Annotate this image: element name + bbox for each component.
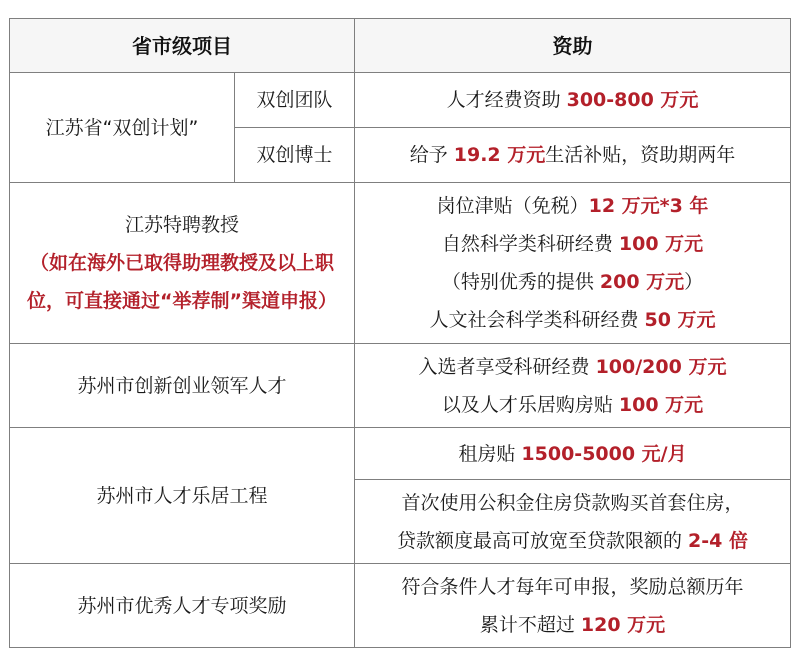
professor-label-cell: [10, 183, 355, 344]
line-prefix: 以及人才乐居购房贴: [441, 393, 619, 416]
award-value: 120 万元: [580, 613, 666, 636]
line-prefix: 岗位津贴（免税）: [436, 195, 589, 217]
leader-line: [359, 348, 786, 386]
header-funding: 资助: [355, 19, 791, 73]
team-funding-prefix: 人才经费资助: [446, 89, 567, 111]
housing-rent: [355, 428, 791, 480]
table-row: [10, 428, 791, 480]
team-funding-value: 300-800 万元: [566, 89, 699, 111]
rent-prefix: 租房贴: [458, 442, 522, 465]
housing-loan: [355, 480, 791, 564]
professor-line: [359, 225, 786, 263]
phd-funding-prefix: 给予: [409, 144, 454, 166]
line-prefix: （特别优秀的提供: [441, 271, 600, 293]
phd-funding-value: 19.2 万元: [453, 144, 546, 166]
header-project: 省市级项目: [10, 19, 355, 73]
award-line-1: 符合条件人才每年可申报，奖励总额历年: [401, 575, 744, 598]
table-row: [10, 344, 791, 428]
line-prefix: 自然科学类科研经费: [441, 233, 619, 255]
loan-prefix: 贷款额度最高可放宽至贷款限额的: [397, 529, 689, 552]
loan-value: 2-4 倍: [688, 529, 748, 552]
leader-label: 苏州市创新创业领军人才: [10, 344, 355, 428]
professor-label: 江苏特聘教授: [124, 214, 239, 236]
table-row: [10, 564, 791, 648]
line-prefix: 入选者享受科研经费: [418, 355, 596, 378]
header-row: [10, 19, 791, 73]
professor-line: [359, 187, 786, 225]
team-label: 双创团队: [235, 73, 355, 128]
rent-value: 1500-5000 元/月: [521, 442, 687, 465]
professor-line: [359, 263, 786, 301]
professor-line: [359, 301, 786, 339]
leader-funding: [355, 344, 791, 428]
loan-line-2: [359, 522, 786, 560]
jiangsu-plan-label: 江苏省“双创计划”: [10, 73, 235, 183]
line-prefix: 人文社会科学类科研经费: [429, 309, 645, 331]
loan-line-1: 首次使用公积金住房贷款购买首套住房，: [401, 491, 744, 514]
table-row: [10, 73, 791, 128]
line-value: 12 万元*3 年: [588, 195, 709, 217]
housing-label: 苏州市人才乐居工程: [10, 428, 355, 564]
talent-policy-table: [9, 18, 791, 648]
line-value: 100 万元: [618, 393, 704, 416]
phd-funding: [355, 128, 791, 183]
line-value: 50 万元: [644, 309, 716, 331]
professor-note: （如在海外已取得助理教授及以上职位，可直接通过“举荐制”渠道申报）: [27, 252, 337, 312]
line-value: 100/200 万元: [595, 355, 727, 378]
phd-label: 双创博士: [235, 128, 355, 183]
line-suffix: ）: [684, 271, 704, 293]
phd-funding-suffix: 生活补贴，资助期两年: [545, 144, 736, 166]
line-value: 100 万元: [618, 233, 704, 255]
leader-line: [359, 386, 786, 424]
team-funding: [355, 73, 791, 128]
professor-funding: [355, 183, 791, 344]
line-value: 200 万元: [599, 271, 685, 293]
award-label: 苏州市优秀人才专项奖励: [10, 564, 355, 648]
award-funding: [355, 564, 791, 648]
award-line-2: [359, 606, 786, 644]
award-prefix: 累计不超过: [479, 613, 581, 636]
table-row: [10, 183, 791, 344]
